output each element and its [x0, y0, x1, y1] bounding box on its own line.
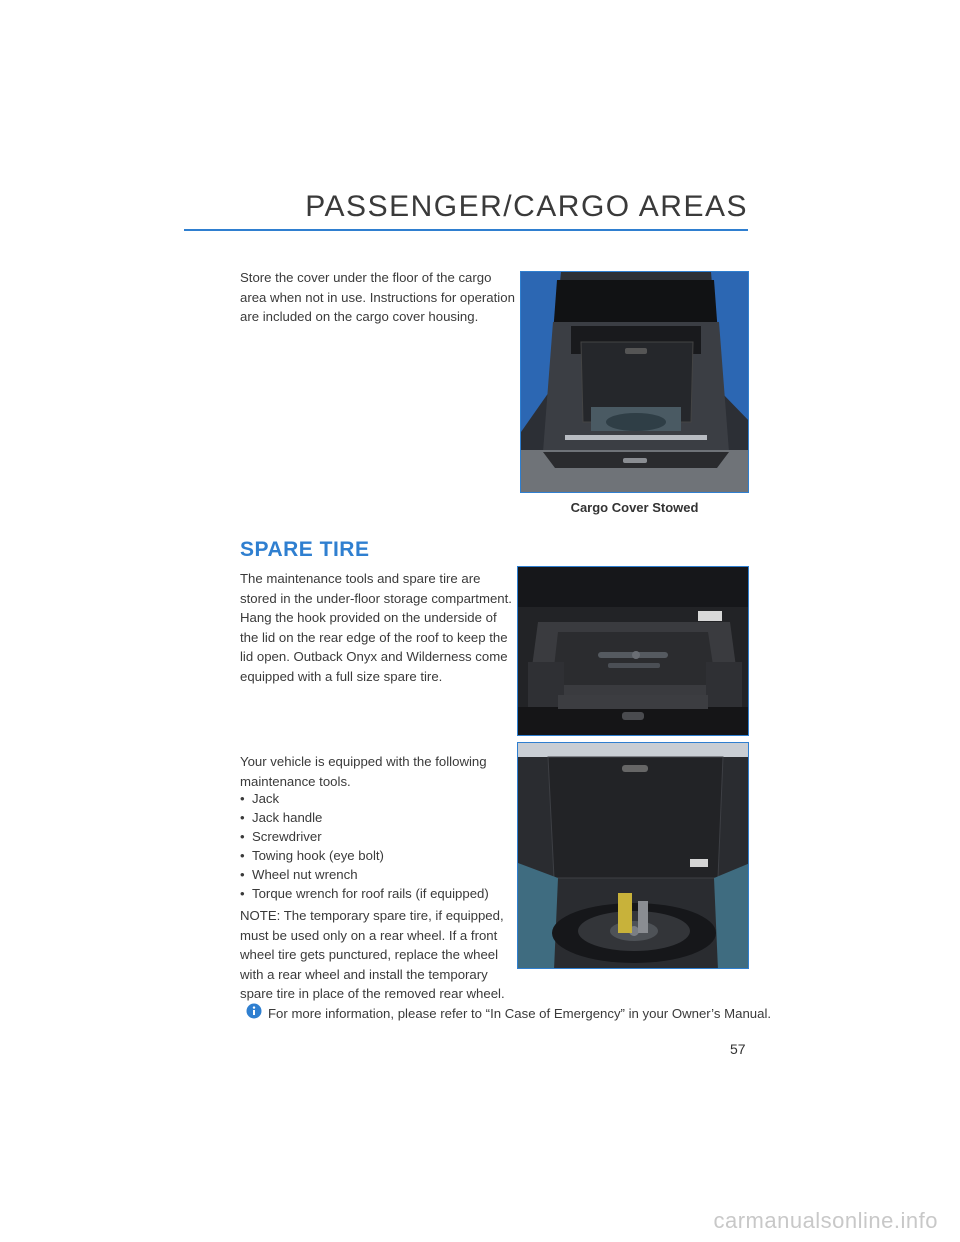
- tool-name: Torque wrench for roof rails (if equipped): [252, 886, 489, 901]
- storage-compartment-illustration: [518, 567, 749, 736]
- list-item: • Towing hook (eye bolt): [240, 848, 384, 863]
- list-item: • Screwdriver: [240, 829, 322, 844]
- paragraph-line: The maintenance tools and spare tire are: [240, 571, 481, 586]
- spare-tire-paragraph: [240, 569, 512, 686]
- info-icon: [246, 1003, 262, 1024]
- tools-list: [240, 789, 489, 903]
- tool-name: Towing hook (eye bolt): [252, 848, 384, 863]
- tool-name: Screwdriver: [252, 829, 322, 844]
- intro-line: Store the cover under the floor of the cargo: [240, 270, 492, 285]
- list-item: • Jack: [240, 791, 280, 806]
- tools-intro-line: maintenance tools.: [240, 773, 351, 789]
- note-line: wheel tire gets punctured, replace the wheel: [240, 947, 499, 962]
- info-note: [246, 1003, 771, 1024]
- list-item: • Torque wrench for roof rails (if equipped): [240, 886, 489, 901]
- tool-name: Wheel nut wrench: [252, 867, 358, 882]
- paragraph-line: the lid on the rear edge of the roof to keep the: [240, 629, 508, 645]
- tool-name: Jack handle: [252, 810, 323, 825]
- intro-line: area when not in use. Instructions for operation: [240, 289, 515, 305]
- tool-name: Jack: [252, 791, 280, 806]
- section-header-title: PASSENGER/CARGO AREAS: [305, 190, 748, 223]
- note-paragraph: [240, 906, 505, 1004]
- note-line: NOTE: The temporary spare tire, if equipped,: [240, 908, 504, 923]
- under-floor-storage-photo: [517, 566, 749, 736]
- paragraph-line: lid open. Outback Onyx and Wilderness come: [240, 649, 508, 664]
- intro-line: are included on the cargo cover housing.: [240, 309, 479, 324]
- watermark-text: carmanualsonline.info: [713, 1208, 938, 1233]
- list-item: • Wheel nut wrench: [240, 867, 358, 882]
- note-line: must be used only on a rear wheel. If a front: [240, 927, 498, 943]
- header-divider: [184, 229, 748, 231]
- photo-caption: Cargo Cover Stowed: [570, 500, 699, 515]
- paragraph-line: Hang the hook provided on the underside of: [240, 610, 497, 625]
- tools-intro-line: Your vehicle is equipped with the following: [240, 754, 487, 769]
- note-line: spare tire in place of the removed rear wheel.: [240, 986, 505, 1001]
- tools-intro: [240, 752, 487, 791]
- intro-paragraph: [240, 268, 515, 327]
- section-title-spare-tire: SPARE TIRE: [240, 538, 370, 561]
- spare-tire-photo: [517, 742, 749, 969]
- spare-tire-illustration: [518, 743, 749, 969]
- info-text: For more information, please refer to “In Case of Emergency” in your Owner’s Manual.: [268, 1006, 772, 1021]
- paragraph-line: stored in the under-floor storage compartment.: [240, 590, 512, 606]
- paragraph-line: equipped with a full size spare tire.: [240, 668, 443, 684]
- cargo-cover-illustration: [521, 272, 749, 493]
- list-item: • Jack handle: [240, 810, 323, 825]
- cargo-cover-photo: [520, 271, 749, 493]
- page-number: 57: [730, 1041, 746, 1057]
- note-line: with a rear wheel and install the temporary: [240, 966, 488, 982]
